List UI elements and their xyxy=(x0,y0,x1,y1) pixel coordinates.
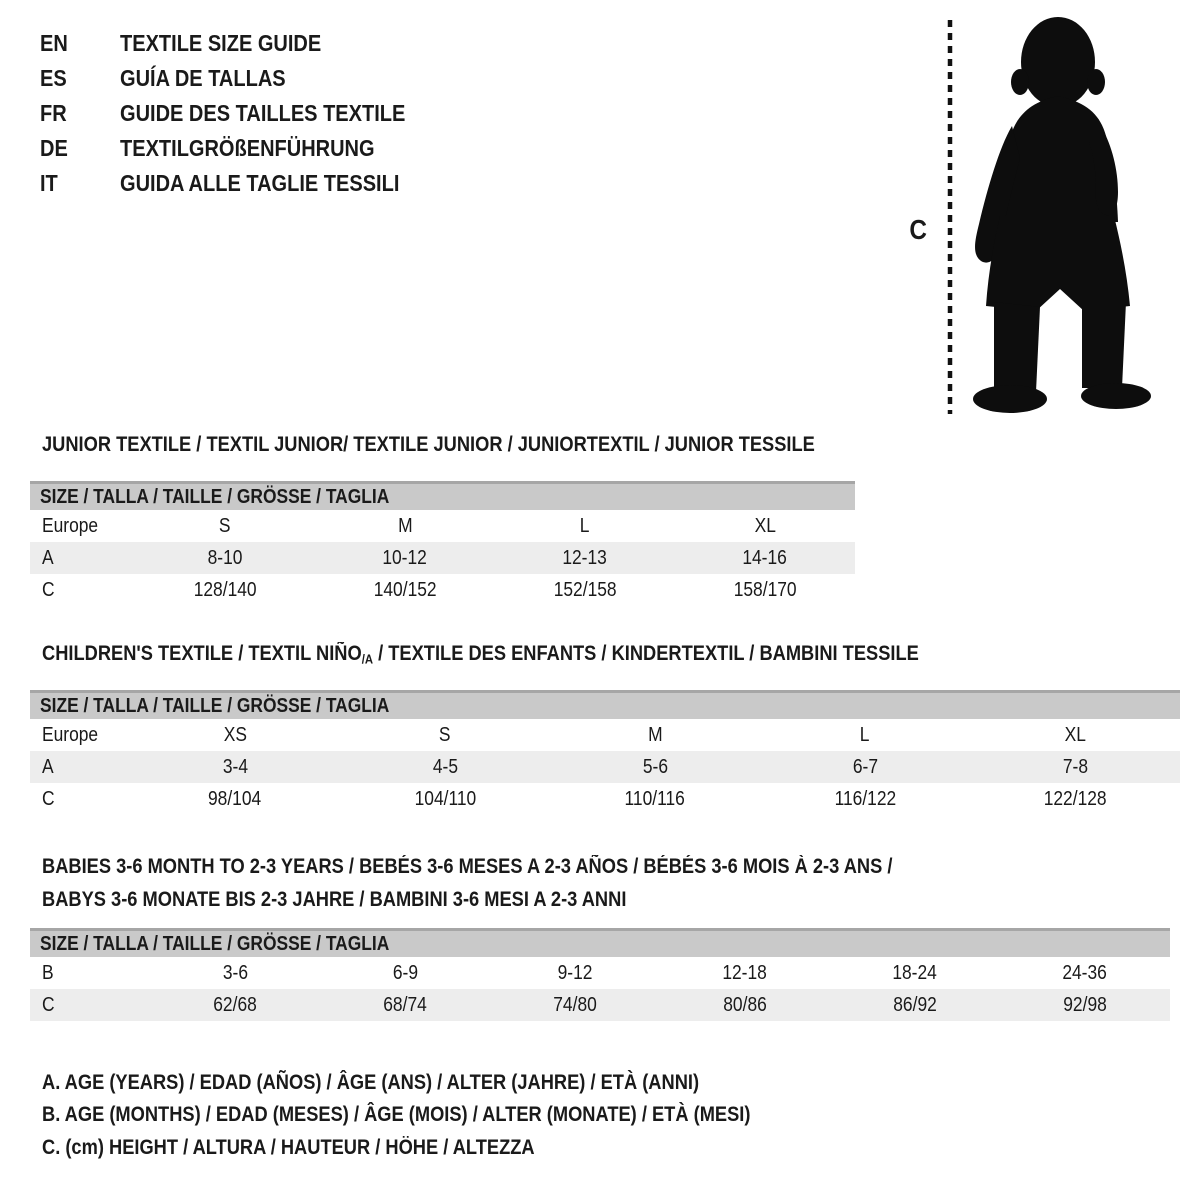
cell-value xyxy=(495,547,675,570)
row-label-text: B xyxy=(42,961,54,984)
children-title-subscript: /A xyxy=(361,651,374,667)
cell-text: M xyxy=(397,514,413,537)
row-label-text: Europe xyxy=(42,723,99,746)
row-label xyxy=(30,756,130,779)
row-label-text: Europe xyxy=(42,514,99,537)
cell-text: 104/110 xyxy=(414,787,476,810)
legend-text-c: C. (cm) HEIGHT / ALTURA / HAUTEUR / HÖHE / ALTEZZA xyxy=(42,1136,535,1159)
table-row xyxy=(30,574,855,606)
table-row xyxy=(30,542,855,574)
cell-value xyxy=(135,515,315,538)
cell-value xyxy=(1000,994,1170,1017)
cell-text: M xyxy=(647,723,663,746)
size-header-row xyxy=(30,690,1180,719)
cell-value xyxy=(315,547,495,570)
toddler-silhouette-icon xyxy=(890,8,1160,418)
cell-text: 74/80 xyxy=(553,993,597,1016)
legend-text-a: A. AGE (YEARS) / EDAD (AÑOS) / ÂGE (ANS) / ALTER (JAHRE) / ETÀ (ANNI) xyxy=(42,1071,700,1094)
cell-text: 86/92 xyxy=(893,993,937,1016)
cell-value xyxy=(760,724,970,747)
cell-text: 3-4 xyxy=(222,755,248,778)
cell-value xyxy=(340,724,550,747)
cell-value xyxy=(135,579,315,602)
table-row xyxy=(30,989,1170,1021)
junior-title-text: JUNIOR TEXTILE / TEXTIL JUNIOR/ TEXTILE JUNIOR / JUNIORTEXTIL / JUNIOR TESSILE xyxy=(42,433,815,456)
cell-value xyxy=(130,788,340,811)
cell-value xyxy=(970,724,1180,747)
row-label-text: C xyxy=(42,787,55,810)
cell-text: 6-7 xyxy=(852,755,878,778)
cell-value xyxy=(315,515,495,538)
cell-text: 12-13 xyxy=(562,546,608,569)
babies-section-title-line1 xyxy=(42,855,1020,879)
cell-value xyxy=(130,756,340,779)
row-label-text: A xyxy=(42,755,54,778)
lang-label xyxy=(120,65,310,92)
lang-code xyxy=(40,65,120,92)
lang-code xyxy=(40,100,120,127)
junior-size-table xyxy=(30,481,855,606)
cell-value xyxy=(495,515,675,538)
cell-value xyxy=(130,724,340,747)
lang-code-text: IT xyxy=(40,170,58,196)
cell-text: L xyxy=(580,514,590,537)
row-label-text: C xyxy=(42,993,55,1016)
lang-code xyxy=(40,170,120,197)
babies-title-text-line1: BABIES 3-6 MONTH TO 2-3 YEARS / BEBÉS 3-6 MESES A 2-3 AÑOS / BÉBÉS 3-6 MOIS À 2-3 ANS / xyxy=(42,855,893,878)
size-header-label: SIZE / TALLA / TAILLE / GRÖSSE / TAGLIA xyxy=(40,694,390,717)
cell-value xyxy=(830,962,1000,985)
lang-row-de xyxy=(40,131,448,166)
size-header-row xyxy=(30,928,1170,957)
lang-label xyxy=(120,135,413,162)
cell-value xyxy=(660,994,830,1017)
cell-value xyxy=(675,579,855,602)
cell-text: 14-16 xyxy=(742,546,788,569)
lang-label-text: TEXTILE SIZE GUIDE xyxy=(120,30,322,56)
lang-code xyxy=(40,135,120,162)
cell-value xyxy=(495,579,675,602)
cell-value xyxy=(150,994,320,1017)
junior-section-title xyxy=(42,433,930,457)
table-row xyxy=(30,957,1170,989)
legend-text-b: B. AGE (MONTHS) / EDAD (MESES) / ÂGE (MOIS) / ALTER (MONATE) / ETÀ (MESI) xyxy=(42,1103,751,1126)
cell-text: 5-6 xyxy=(642,755,668,778)
children-title-text xyxy=(42,642,919,667)
legend-line-a xyxy=(42,1071,797,1095)
cell-value xyxy=(135,547,315,570)
cell-text: S xyxy=(219,514,231,537)
babies-section-title-line2 xyxy=(42,888,714,912)
lang-label-text: GUIDA ALLE TAGLIE TESSILI xyxy=(120,170,400,196)
cell-text: 158/170 xyxy=(733,578,797,601)
cell-value xyxy=(660,962,830,985)
cell-text: XL xyxy=(754,514,776,537)
lang-label-text: TEXTILGRÖßENFÜHRUNG xyxy=(120,135,375,161)
table-row xyxy=(30,719,1180,751)
cell-value xyxy=(550,788,760,811)
babies-size-table xyxy=(30,928,1170,1021)
cell-value xyxy=(970,756,1180,779)
cell-value xyxy=(320,994,490,1017)
cell-text: 8-10 xyxy=(207,546,243,569)
table-row xyxy=(30,510,855,542)
cell-value xyxy=(675,547,855,570)
cell-text: S xyxy=(439,723,451,746)
measure-label-text: C xyxy=(909,214,927,245)
cell-value xyxy=(490,962,660,985)
cell-value xyxy=(315,579,495,602)
cell-text: L xyxy=(860,723,870,746)
lang-row-fr xyxy=(40,96,448,131)
size-header-label: SIZE / TALLA / TAILLE / GRÖSSE / TAGLIA xyxy=(40,485,390,508)
lang-label-text: GUIDE DES TAILLES TEXTILE xyxy=(120,100,406,126)
lang-row-en xyxy=(40,26,448,61)
lang-label xyxy=(120,170,441,197)
cell-value xyxy=(550,756,760,779)
children-size-table xyxy=(30,690,1180,815)
cell-value xyxy=(490,994,660,1017)
cell-value xyxy=(550,724,760,747)
row-label-text: C xyxy=(42,578,55,601)
children-title-prefix: CHILDREN'S TEXTILE / TEXTIL NIÑO xyxy=(42,642,362,665)
cell-text: 10-12 xyxy=(382,546,428,569)
cell-value xyxy=(675,515,855,538)
table-row xyxy=(30,783,1180,815)
cell-text: 7-8 xyxy=(1062,755,1088,778)
measure-label-c xyxy=(908,214,928,246)
cell-text: 152/158 xyxy=(553,578,617,601)
row-label-text: A xyxy=(42,546,54,569)
cell-value xyxy=(760,788,970,811)
cell-text: 4-5 xyxy=(432,755,458,778)
cell-text: 98/104 xyxy=(208,787,262,810)
cell-text: 128/140 xyxy=(193,578,257,601)
row-label xyxy=(30,515,135,538)
lang-code-text: ES xyxy=(40,65,67,91)
legend-line-b xyxy=(42,1103,856,1127)
row-label xyxy=(30,788,130,811)
cell-value xyxy=(150,962,320,985)
cell-text: 80/86 xyxy=(723,993,767,1016)
lang-label-text: GUÍA DE TALLAS xyxy=(120,65,286,91)
cell-value xyxy=(340,788,550,811)
children-title-suffix: / TEXTILE DES ENFANTS / KINDERTEXTIL / BAMBINI TESSILE xyxy=(373,642,919,665)
size-header-label: SIZE / TALLA / TAILLE / GRÖSSE / TAGLIA xyxy=(40,932,390,955)
cell-text: 68/74 xyxy=(383,993,427,1016)
cell-text: 24-36 xyxy=(1062,961,1108,984)
lang-code xyxy=(40,30,120,57)
cell-value xyxy=(830,994,1000,1017)
cell-text: 110/116 xyxy=(624,787,686,810)
table-row xyxy=(30,751,1180,783)
lang-code-text: DE xyxy=(40,135,68,161)
cell-text: 3-6 xyxy=(222,961,248,984)
cell-text: 9-12 xyxy=(557,961,593,984)
cell-text: XS xyxy=(223,723,247,746)
cell-text: 62/68 xyxy=(213,993,257,1016)
size-header-row xyxy=(30,481,855,510)
cell-text: 18-24 xyxy=(892,961,938,984)
lang-code-text: FR xyxy=(40,100,67,126)
cell-value xyxy=(340,756,550,779)
legend-line-c xyxy=(42,1136,608,1160)
lang-row-es xyxy=(40,61,448,96)
row-label xyxy=(30,994,150,1017)
row-label xyxy=(30,962,150,985)
row-label xyxy=(30,579,135,602)
lang-label xyxy=(120,30,351,57)
cell-text: XL xyxy=(1064,723,1086,746)
cell-text: 140/152 xyxy=(373,578,437,601)
cell-text: 116/122 xyxy=(834,787,896,810)
lang-code-text: EN xyxy=(40,30,68,56)
row-label xyxy=(30,547,135,570)
children-section-title xyxy=(42,642,1050,667)
cell-text: 92/98 xyxy=(1063,993,1107,1016)
toddler-silhouette-shape xyxy=(973,17,1151,413)
cell-text: 12-18 xyxy=(722,961,768,984)
cell-text: 122/128 xyxy=(1043,787,1107,810)
cell-value xyxy=(970,788,1180,811)
cell-value xyxy=(320,962,490,985)
cell-value xyxy=(760,756,970,779)
cell-value xyxy=(1000,962,1170,985)
lang-row-it xyxy=(40,166,448,201)
lang-label xyxy=(120,100,448,127)
babies-title-text-line2: BABYS 3-6 MONATE BIS 2-3 JAHRE / BAMBINI 3-6 MESI A 2-3 ANNI xyxy=(42,888,627,911)
row-label xyxy=(30,724,130,747)
language-title-list xyxy=(40,26,448,201)
cell-text: 6-9 xyxy=(392,961,418,984)
